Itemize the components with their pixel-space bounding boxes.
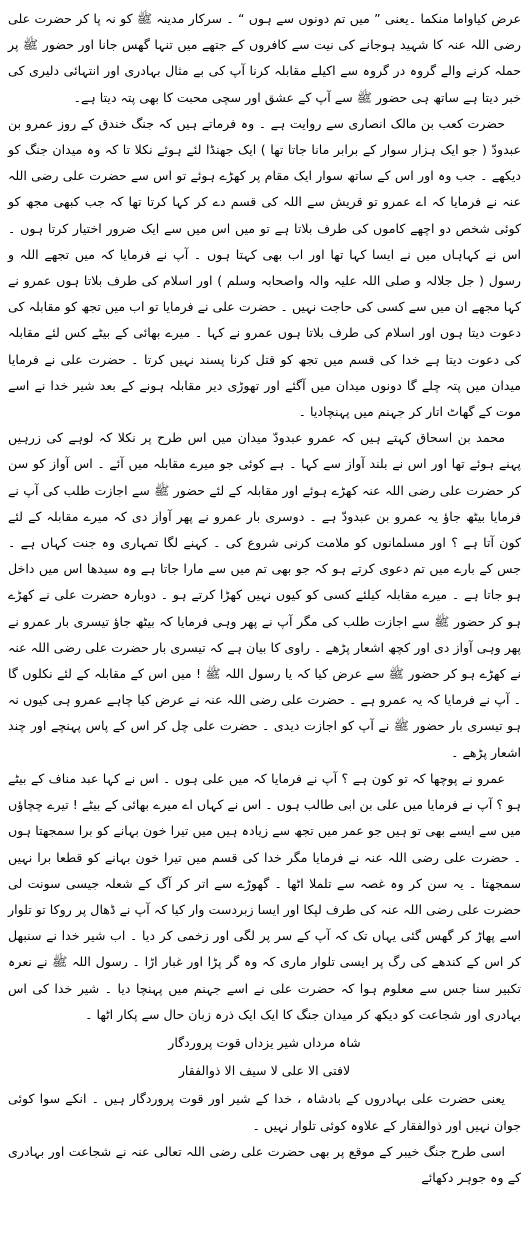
verse-line-2: لافتی الا علی لا سیف الا ذوالفقار: [178, 1063, 351, 1079]
paragraph-ibn-ishaq-narration: محمد بن اسحاق کہتے ہیں کہ عمرو عبدودّ میدان میں اس طرح پر نکلا کہ لوہے کی زرہیں پہنے ہوئے تھا اور اس نے بلند آواز سے کہا ۔ ہے کوئی جو میرے مقابلہ میں آئے ۔ اس آواز کو سن کر حضرت علی رضی اللہ عنہ کھڑے ہوئے اور مقابلہ کے لئے حضور ﷺ سے اجازت طلب کی آپ نے فرمایا بیٹھ جاؤ یہ عمرو بن عبدودّ ہے ۔ دوسری بار عمرو نے پھر آواز دی کہ میرے مقابلہ کے لئے کون آتا ہے ؟ اور مسلمانوں کو ملامت کرنی شروع کی ۔ کہنے لگا تمہاری وہ جنت کہاں ہے ۔ جس کے بارے میں تم دعوی کرتے ہو کہ جو بھی تم میں سے مارا جاتا ہے وہ سیدھا اس میں داخل ہو جاتا ہے ۔ میرے مقابلہ کیلئے کسی کو کیوں نہیں کھڑا کرتے ہو ۔ دوبارہ حضرت علی نے کھڑے ہو کر حضور ﷺ سے اجازت طلب کی مگر آپ نے پھر وہی فرمایا کہ بیٹھ جاؤ تیسری بار عمرو نے پھر وہی آواز دی اور کچھ اشعار پڑھے ۔ راوی کا بیان ہے کہ تیسری بار حضرت علی رضی اللہ عنہ نے کھڑے ہو کر حضور ﷺ سے عرض کیا کہ یا رسول اللہ ﷺ ! میں اس کے مقابلہ کے لئے نکلوں گا ۔ آپ نے فرمایا کہ یہ عمرو ہے ۔ حضرت علی رضی اللہ عنہ نے عرض کیا چاہے عمرو ہی کیوں نہ ہو تیسری بار حضور ﷺ نے آپ کو اجازت دیدی ۔ حضرت علی چل کر اس کے پاس پہنچے اور چند اشعار پڑھے ۔: [8, 430, 521, 760]
paragraph-khaibar: اسی طرح جنگ خیبر کے موقع پر بھی حضرت علی رضی اللہ تعالی عنہ نے شجاعت اور بہادری کے وہ جوہر دکھائے: [8, 1143, 521, 1185]
paragraph-duel: عمرو نے پوچھا کہ تو کون ہے ؟ آپ نے فرمایا کہ میں علی ہوں ۔ اس نے کہا عبد مناف کے بیٹے ہو ؟ آپ نے فرمایا میں علی بن ابی طالب ہوں ۔ اس نے کہاں اے میرے بھائی کے بیٹے ! تیرے چچاؤں میں سے ایسے بھی تو ہیں جو عمر میں تجھ سے زیادہ ہیں میں تیرا خون بہانے کو برا سمجھتا ہوں ۔ حضرت علی رضی اللہ عنہ نے فرمایا مگر خدا کی قسم میں تیرا خون بہانے کو قطعا برا نہیں سمجھتا ۔ یہ سن کر وہ غصہ سے تلملا اٹھا ۔ گھوڑے سے اتر کر آگ کے شعلہ جیسی سونت لی حضرت علی رضی اللہ عنہ کی طرف لپکا اور ایسا زبردست وار کیا کہ آپ نے ڈھال پر روکا تو تلوار اسے پھاڑ کر گھس گئی یہاں تک کہ آپ کے سر پر لگی اور زخمی کر دیا ۔ اب شیر خدا نے سنبھل کر اس کے کندھے کی رگ پر ایسی تلوار ماری کہ وہ گر پڑا اور غبار اڑا ۔ رسول اللہ ﷺ نے نعرہ تکبیر سنا جس سے معلوم ہوا کہ حضرت علی نے اسے جہنم میں پہنچا دیا ۔ شیر خدا کی اس بہادری اور شجاعت کو دیکھ کر میدان جنگ کا ایک ایک ذرہ زبان حال سے پکار اٹھا ۔: [8, 770, 521, 1022]
paragraph-kaab-narration: حضرت کعب بن مالک انصاری سے روایت ہے ۔ وہ فرماتے ہیں کہ جنگ خندق کے روز عمرو بن عبدودّ ( جو ایک ہزار سوار کے برابر مانا جاتا تھا ) ایک جھنڈا لئے ہوئے نکلا تا کہ وہ میدان جنگ کو دیکھے ۔ جب وہ اور اس کے ساتھ سوار ایک مقام پر کھڑے ہوئے تو اس سے حضرت علی رضی اللہ عنہ نے فرمایا کہ اے عمرو تو قریش سے اللہ کی قسم دے کر کہا کرتا تھا کہ جب کبھی مجھ کو کوئی شخص دو اچھے کاموں کی طرف بلاتا ہے تو میں اس میں سے ایک ضرور اختیار کرتا ہوں ۔ اس نے کہاہاں میں نے ایسا کہا تھا اور اب بھی کہتا ہوں ۔ آپ نے فرمایا کہ میں تجھے اللہ و رسول ( جل جلالہ و صلی اللہ علیہ والہ واصحابہ وسلم ) اور اسلام کی طرف بلاتا ہوں عمرو نے کہا مجھے ان میں سے کسی کی حاجت نہیں ۔ حضرت علی نے فرمایا تو اب میں تجھ کو مقابلہ کی دعوت دیتا ہوں اور اسلام کی طرف بلاتا ہوں عمرو نے کہا ۔ میرے بھائی کے بیٹے کس لئے مقابلہ کی دعوت دیتا ہے خدا کی قسم میں تجھ کو قتل کرنا پسند نہیں کرتا ۔ حضرت علی نے فرمایا میدان میں پتہ چلے گا دونوں میدان میں آگئے اور تھوڑی دیر مقابلہ ہونے کے بعد شیر خدا نے اسے موت کے گھاٹ اتار کر جہنم میں پہنچادیا ۔: [8, 115, 521, 420]
paragraph-intro: عرض کیاواما منکما ۔یعنی ” میں تم دونوں سے ہوں “ ۔ سرکار مدینہ ﷺ کو نہ پا کر حضرت علی رضی اللہ عنہ کا شہید ہوجانے کی نیت سے کافروں کے جتھے میں تنہا گھس جانا اور حضور ﷺ پر حملہ کرنے والے گروہ در گروہ سے اکیلے مقابلہ کرنا آپ کی بے مثال بہادری اور انتہائی دلیری کی خبر دیتا ہے ساتھ ہی حضور ﷺ سے آپ کے عشق اور سچی محبت کا بھی پتہ دیتا ہے۔: [8, 11, 521, 105]
verse-line-1: شاہ مرداں شیر یزداں قوت پروردگار: [168, 1034, 361, 1050]
paragraph-verse-translation: یعنی حضرت علی بہادروں کے بادشاہ ، خدا کے شیر اور قوت پروردگار ہیں ۔ انکے سوا کوئی جوان نہیں اور ذوالفقار کے علاوہ کوئی تلوار نہیں ۔: [8, 1091, 521, 1133]
